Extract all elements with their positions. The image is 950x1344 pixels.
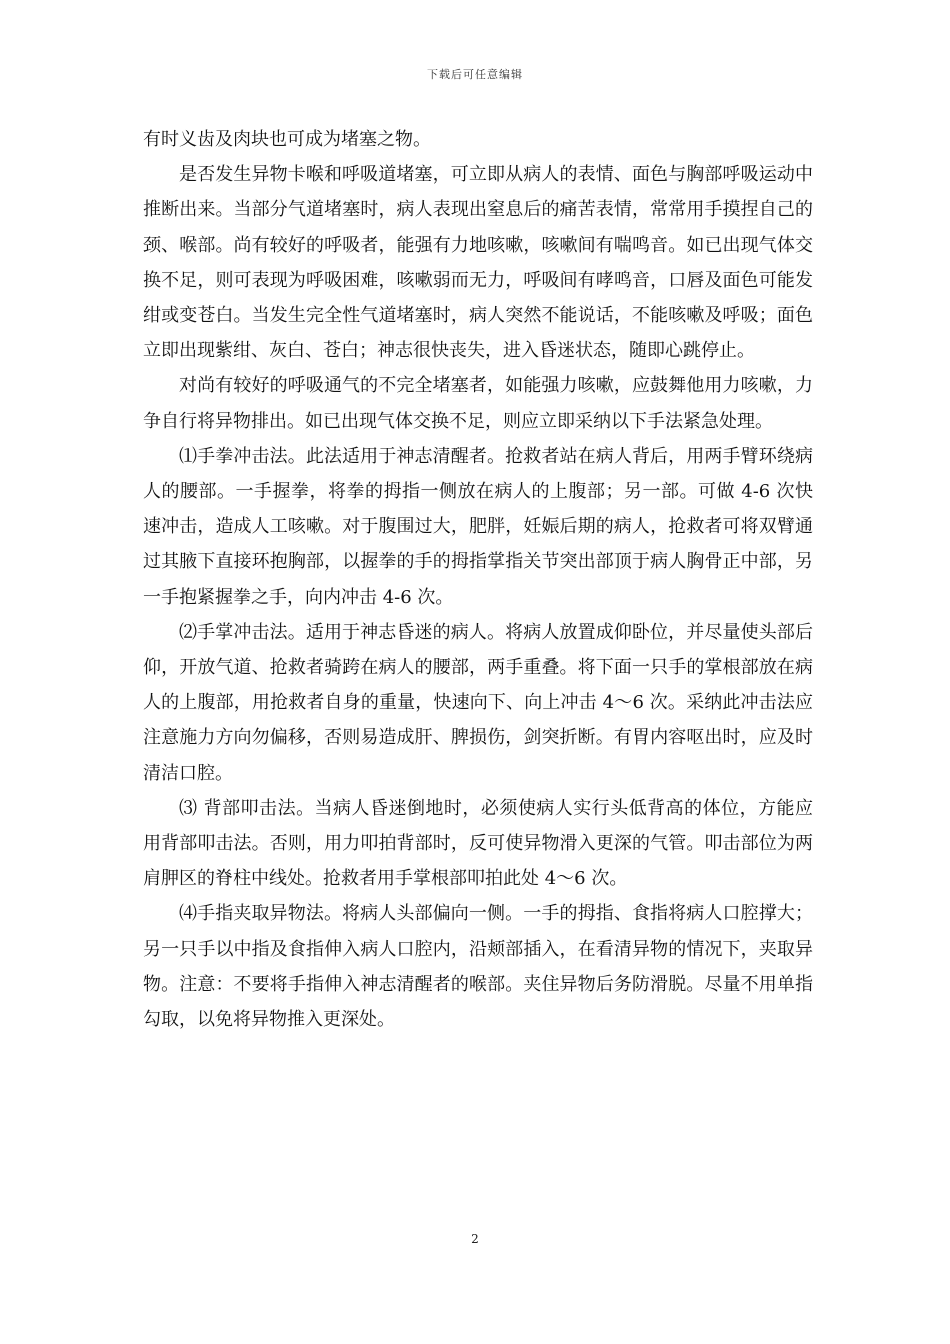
paragraph-7: ⑷手指夹取异物法。将病人头部偏向一侧。一手的拇指、食指将病人口腔撑大；另一只手以中指及食指伸入病人口腔内，沿颊部插入，在看清异物的情况下，夹取异物。注意：不要将手指伸入神志清醒者的喉部。夹住异物后务防滑脱。尽量不用单指勾取，以免将异物推入更深处。	[143, 903, 813, 1031]
document-body	[143, 122, 813, 1037]
paragraph-3: 对尚有较好的呼吸通气的不完全堵塞者，如能强力咳嗽，应鼓舞他用力咳嗽，力争自行将异物排出。如已出现气体交换不足，则应立即采纳以下手法紧急处理。	[143, 375, 813, 432]
page-header: 下载后可任意编辑	[427, 68, 523, 81]
paragraph-2: 是否发生异物卡喉和呼吸道堵塞，可立即从病人的表情、面色与胸部呼吸运动中推断出来。当部分气道堵塞时，病人表现出窒息后的痛苦表情，常常用手摸捏自己的颈、喉部。尚有较好的呼吸者，能强有力地咳嗽，咳嗽间有喘鸣音。如已出现气体交换不足，则可表现为呼吸困难，咳嗽弱而无力，呼吸间有哮鸣音，口唇及面色可能发绀或变苍白。当发生完全性气道堵塞时，病人突然不能说话，不能咳嗽及呼吸；面色立即出现紫绀、灰白、苍白；神志很快丧失，进入昏迷状态，随即心跳停止。	[143, 164, 813, 362]
paragraph-6: ⑶ 背部叩击法。当病人昏迷倒地时，必须使病人实行头低背高的体位，方能应用背部叩击法。否则，用力叩拍背部时，反可使异物滑入更深的气管。叩击部位为两肩胛区的脊柱中线处。抢救者用手掌根部叩拍此处 4～6 次。	[143, 797, 813, 890]
paragraph-4: ⑴手拳冲击法。此法适用于神志清醒者。抢救者站在病人背后，用两手臂环绕病人的腰部。一手握拳，将拳的拇指一侧放在病人的上腹部；另一部。可做 4-6 次快速冲击，造成人工咳嗽。对于腹围过大，肥胖，妊娠后期的病人，抢救者可将双臂通过其腋下直接环抱胸部，以握拳的手的拇指掌指关节突出部顶于病人胸骨正中部，另一手抱紧握拳之手，向内冲击 4-6 次。	[143, 445, 813, 608]
page-number: 2	[471, 1232, 479, 1246]
paragraph-1: 有时义齿及肉块也可成为堵塞之物。	[143, 129, 431, 150]
paragraph-5: ⑵手掌冲击法。适用于神志昏迷的病人。将病人放置成仰卧位，并尽量使头部后仰，开放气道、抢救者骑跨在病人的腰部，两手重叠。将下面一只手的掌根部放在病人的上腹部，用抢救者自身的重量，快速向下、向上冲击 4～6 次。采纳此冲击法应注意施力方向勿偏移，否则易造成肝、脾损伤，剑突折断。有胃内容呕出时，应及时清洁口腔。	[143, 621, 813, 784]
